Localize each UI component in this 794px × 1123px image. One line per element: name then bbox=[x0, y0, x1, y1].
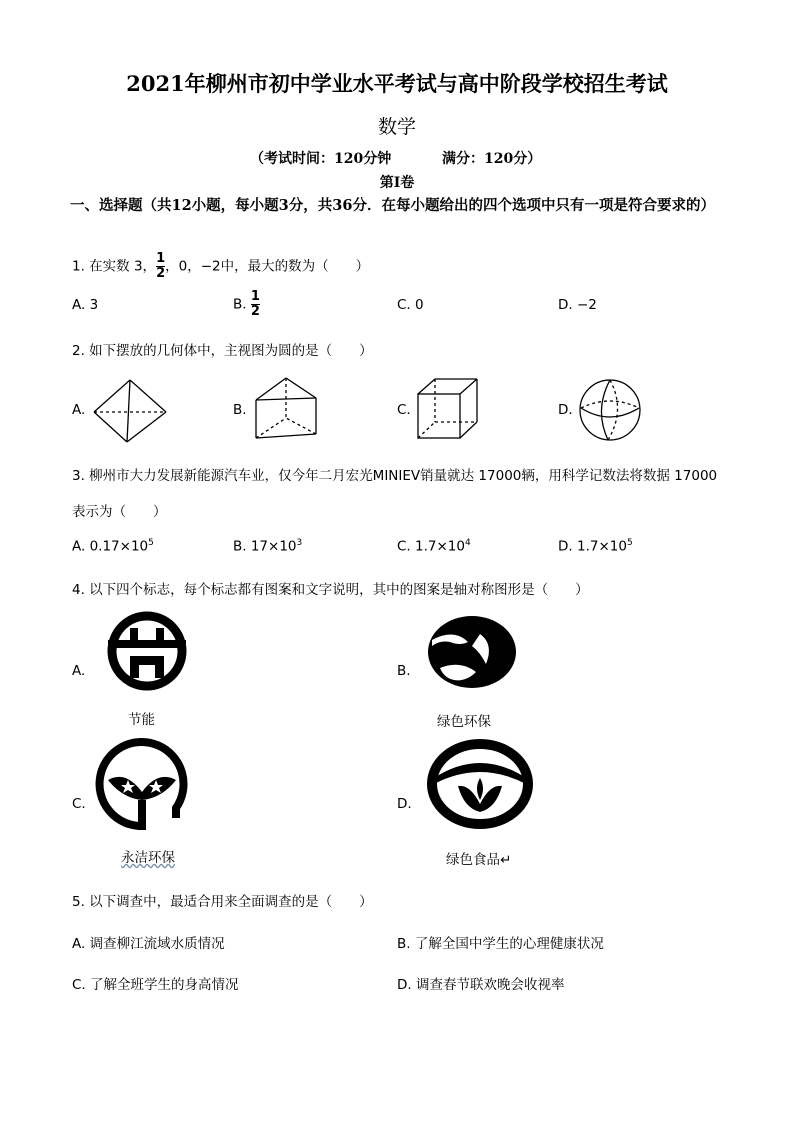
q1-option-b bbox=[233, 290, 260, 319]
green-protection-logo bbox=[420, 612, 520, 692]
q1-option-b-num: 1 bbox=[250, 289, 260, 304]
q1-option-c: C. 0 bbox=[397, 297, 424, 313]
q1-option-b-fraction bbox=[251, 290, 260, 319]
q1-option-b-den: 2 bbox=[250, 304, 260, 319]
subject-title: 数学 bbox=[377, 116, 416, 138]
q4-caption-d: 绿色食品↵ bbox=[446, 852, 512, 868]
exam-score: 满分：120分） bbox=[442, 151, 542, 167]
question-5: 5. 以下调查中，最适合用来全面调查的是（ ） bbox=[72, 894, 373, 910]
q2-option-b: B. bbox=[233, 402, 247, 418]
q3-option-b bbox=[233, 538, 302, 555]
q5-option-c: C. 了解全班学生的身高情况 bbox=[72, 977, 239, 993]
cube-figure bbox=[415, 376, 481, 442]
q4-caption-a: 节能 bbox=[128, 712, 155, 728]
eternal-clean-logo bbox=[92, 738, 192, 836]
q4-option-a: A. bbox=[72, 663, 86, 679]
q3-option-b-exp: 3 bbox=[296, 538, 303, 548]
q3-option-c bbox=[397, 538, 471, 555]
q4-caption-c: 永洁环保 bbox=[121, 850, 175, 866]
question-3-line2: 表示为（ ） bbox=[72, 504, 167, 520]
question-3-line1: 3. 柳州市大力发展新能源汽车业，仅今年二月宏光MINIEV销量就达 17000辆，用科学记数法将数据 17000 bbox=[72, 468, 718, 484]
q3-option-c-base: C. 1.7×10 bbox=[397, 538, 465, 555]
q5-option-d: D. 调查春节联欢晚会收视率 bbox=[397, 977, 565, 993]
green-food-logo bbox=[426, 738, 536, 830]
q4-option-c: C. bbox=[72, 796, 86, 812]
q1-option-b-label: B. bbox=[233, 296, 247, 313]
q3-option-d-base: D. 1.7×10 bbox=[558, 538, 627, 555]
q2-option-d: D. bbox=[558, 402, 573, 418]
q2-option-c: C. bbox=[397, 402, 411, 418]
q1-fraction bbox=[156, 252, 165, 281]
q3-option-a-base: A. 0.17×10 bbox=[72, 538, 149, 555]
q3-option-d bbox=[558, 538, 633, 555]
q3-option-a bbox=[72, 538, 154, 555]
q5-option-a: A. 调查柳江流域水质情况 bbox=[72, 936, 225, 952]
q1-option-d: D. −2 bbox=[558, 297, 597, 313]
q4-option-d: D. bbox=[397, 796, 412, 812]
sphere-figure bbox=[578, 378, 644, 442]
q2-option-a: A. bbox=[72, 402, 86, 418]
section-heading: 一、选择题（共12小题，每小题3分，共36分．在每小题给出的四个选项中只有一项是符合要求的） bbox=[70, 197, 715, 214]
q3-option-c-exp: 4 bbox=[464, 538, 471, 548]
q1-prefix: 1. 在实数 3， bbox=[72, 258, 157, 275]
q4-caption-b: 绿色环保 bbox=[437, 714, 491, 730]
q3-option-d-exp: 5 bbox=[626, 538, 633, 548]
question-2: 2. 如下摆放的几何体中，主视图为圆的是（ ） bbox=[72, 343, 373, 359]
energy-saving-logo bbox=[100, 610, 194, 692]
question-4: 4. 以下四个标志，每个标志都有图案和文字说明，其中的图案是轴对称图形是（ ） bbox=[72, 582, 589, 598]
q1-suffix: ，0，−2中，最大的数为（ ） bbox=[165, 258, 370, 275]
q3-option-b-base: B. 17×10 bbox=[233, 538, 297, 555]
question-1 bbox=[72, 252, 369, 281]
prism-figure bbox=[252, 376, 322, 442]
q1-frac-num: 1 bbox=[156, 251, 166, 266]
q3-option-a-exp: 5 bbox=[148, 538, 154, 548]
volume-label: 第Ⅰ卷 bbox=[379, 175, 415, 191]
exam-title: 2021年柳州市初中学业水平考试与高中阶段学校招生考试 bbox=[126, 71, 668, 96]
q4-option-b: B. bbox=[397, 663, 411, 679]
pyramid-figure bbox=[92, 378, 172, 444]
q1-option-a: A. 3 bbox=[72, 297, 99, 313]
exam-time: （考试时间：120分钟 bbox=[250, 151, 392, 167]
q1-frac-den: 2 bbox=[156, 266, 166, 281]
q5-option-b: B. 了解全国中学生的心理健康状况 bbox=[397, 936, 604, 952]
